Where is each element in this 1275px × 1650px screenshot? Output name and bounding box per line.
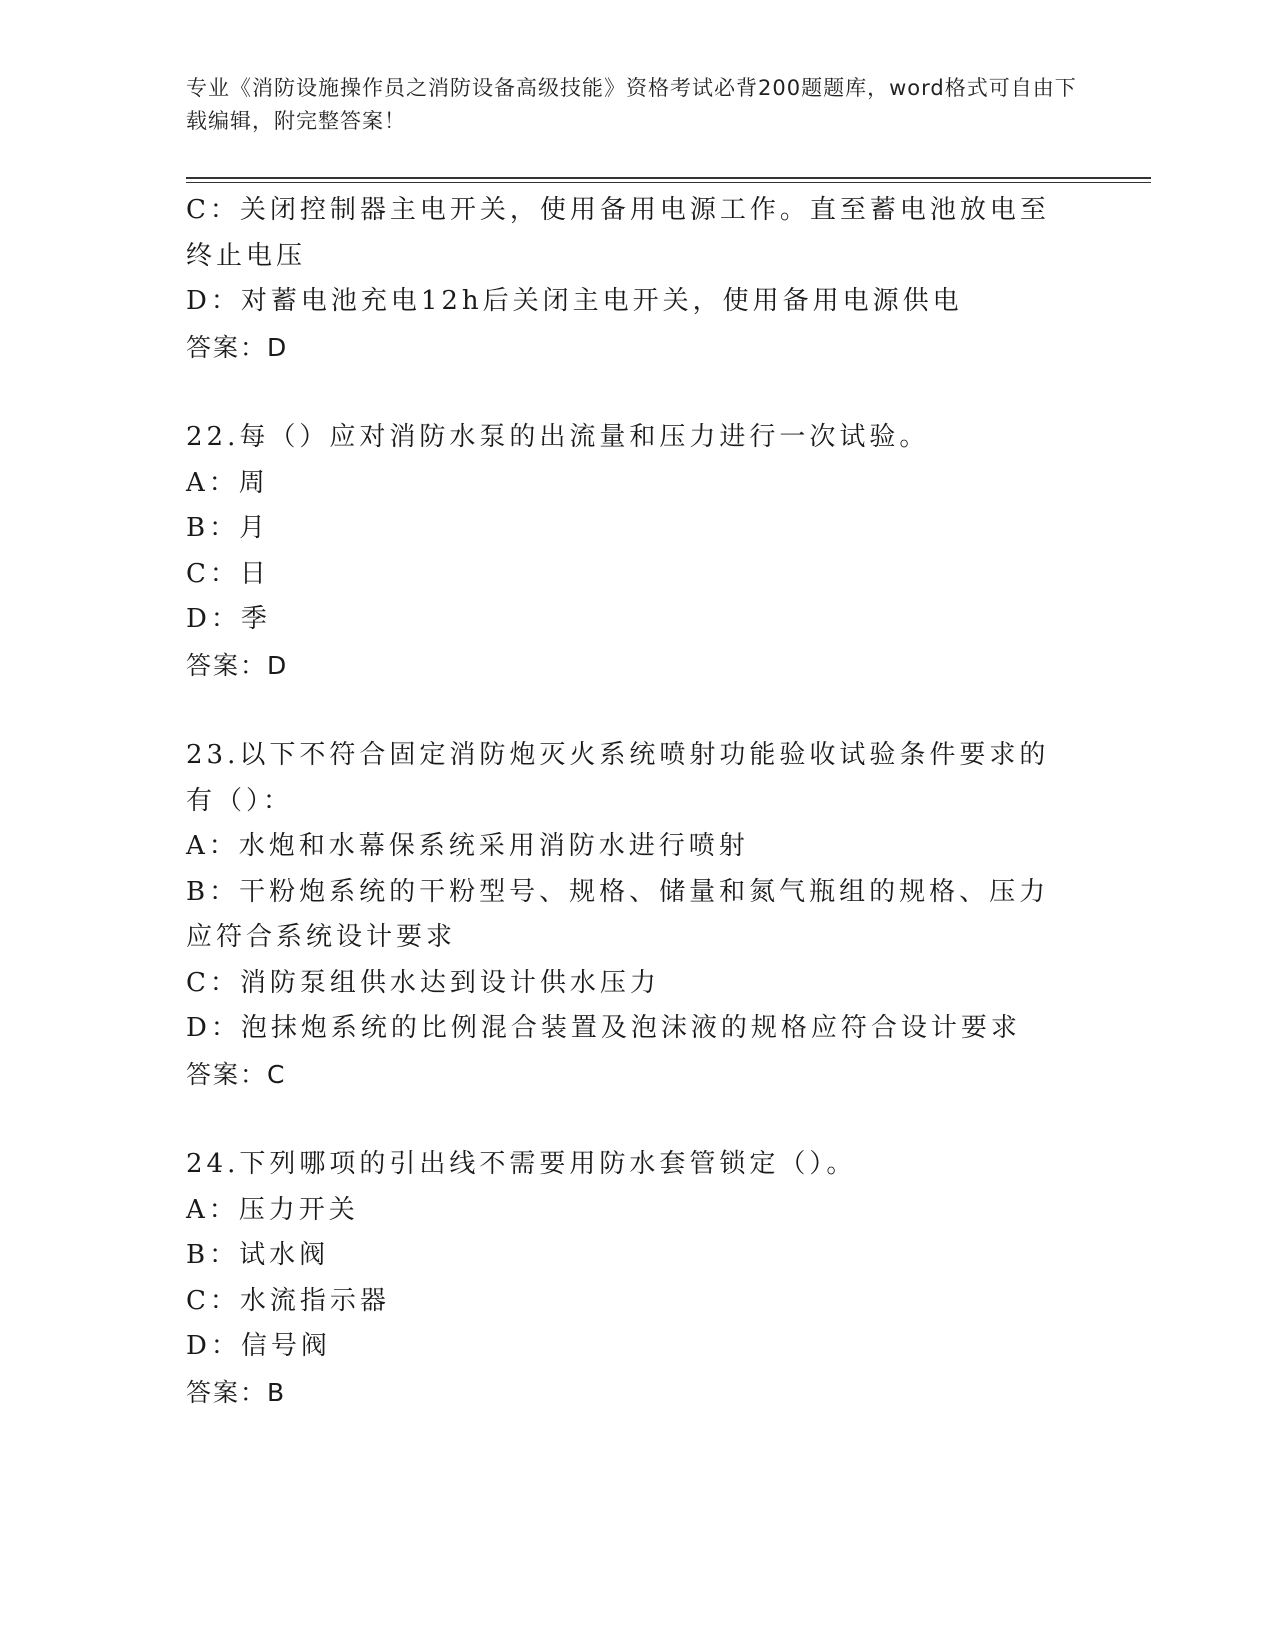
option-b: B：月 [186,513,270,543]
question-24 [186,1142,1066,1415]
option-a: A：水炮和水幕保系统采用消防水进行喷射 [186,831,749,861]
option-c: C：日 [186,558,270,589]
question-23 [186,733,1066,1097]
question-stem: 24.下列哪项的引出线不需要用防水套管锁定（）。 [186,1149,857,1179]
answer: 答案：D [186,332,289,362]
answer: 答案：D [186,650,289,680]
header-divider [186,177,1151,179]
option-d: D：对蓄电池充电12h后关闭主电开关，使用备用电源供电 [186,286,963,316]
question-stem: 23.以下不符合固定消防炮灭火系统喷射功能验收试验条件要求的有（）： [186,740,1050,816]
option-d: D：信号阀 [186,1331,331,1361]
question-stem: 22.每（）应对消防水泵的出流量和压力进行一次试验。 [186,422,930,452]
option-a: A：周 [186,467,269,498]
question-22 [186,415,1066,688]
answer: 答案：C [186,1059,287,1089]
option-b: B：试水阀 [186,1240,330,1270]
option-b: B：干粉炮系统的干粉型号、规格、储量和氮气瓶组的规格、压力应符合系统设计要求 [186,876,1050,952]
option-d: D：泡抹炮系统的比例混合装置及泡沫液的规格应符合设计要求 [186,1013,1021,1043]
option-c: C：关闭控制器主电开关，使用备用电源工作。直至蓄电池放电至终止电压 [186,195,1050,271]
option-c: C：消防泵组供水达到设计供水压力 [186,967,660,998]
header-divider-thin [186,182,1151,183]
question-content [186,188,1066,1415]
answer: 答案：B [186,1377,287,1407]
option-c: C：水流指示器 [186,1285,390,1316]
option-a: A：压力开关 [186,1194,359,1225]
option-d: D：季 [186,604,271,634]
document-header: 专业《消防设施操作员之消防设备高级技能》资格考试必背200题题库，word格式可自由下载编辑，附完整答案！ [186,76,1077,133]
